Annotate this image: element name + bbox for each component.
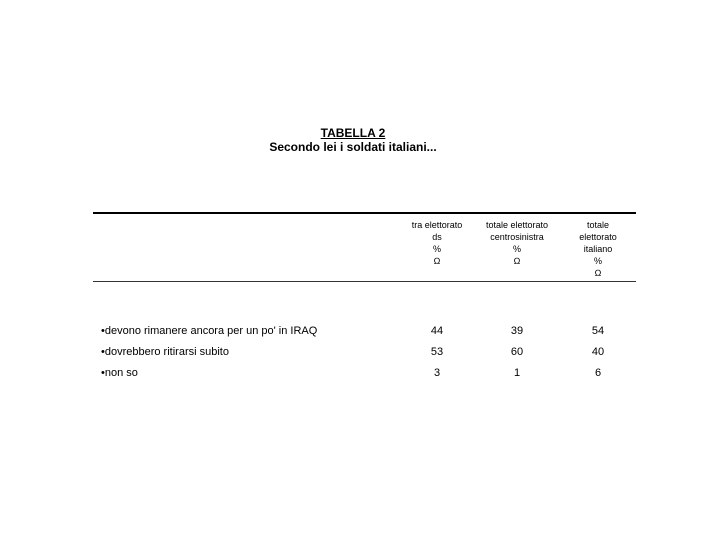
row-label-rimanere: •devono rimanere ancora per un po' in IRAQ (101, 325, 318, 337)
column-header-ds: tra elettorato ds % Ω (411, 220, 463, 266)
row-label-non-so: •non so (101, 367, 138, 379)
row-label-ritirarsi: •dovrebbero ritirarsi subito (101, 346, 229, 358)
cell-rimanere-italiano: 54 (591, 325, 605, 337)
header-top-rule (93, 212, 636, 214)
table-heading (0, 126, 706, 154)
cell-ritirarsi-italiano: 40 (591, 346, 605, 358)
table-title: TABELLA 2 (320, 126, 386, 140)
table-subtitle: Secondo lei i soldati italiani... (269, 140, 437, 154)
cell-ritirarsi-ds: 53 (430, 346, 444, 358)
cell-rimanere-centrosinistra: 39 (510, 325, 524, 337)
column-header-centrosinistra: totale elettorato centrosinistra % Ω (485, 220, 549, 266)
column-header-italiano: totale elettorato italiano % Ω (579, 220, 617, 278)
cell-non-so-italiano: 6 (594, 367, 602, 379)
header-bottom-rule (93, 281, 636, 282)
cell-rimanere-ds: 44 (430, 325, 444, 337)
cell-non-so-centrosinistra: 1 (513, 367, 521, 379)
cell-non-so-ds: 3 (433, 367, 441, 379)
cell-ritirarsi-centrosinistra: 60 (510, 346, 524, 358)
